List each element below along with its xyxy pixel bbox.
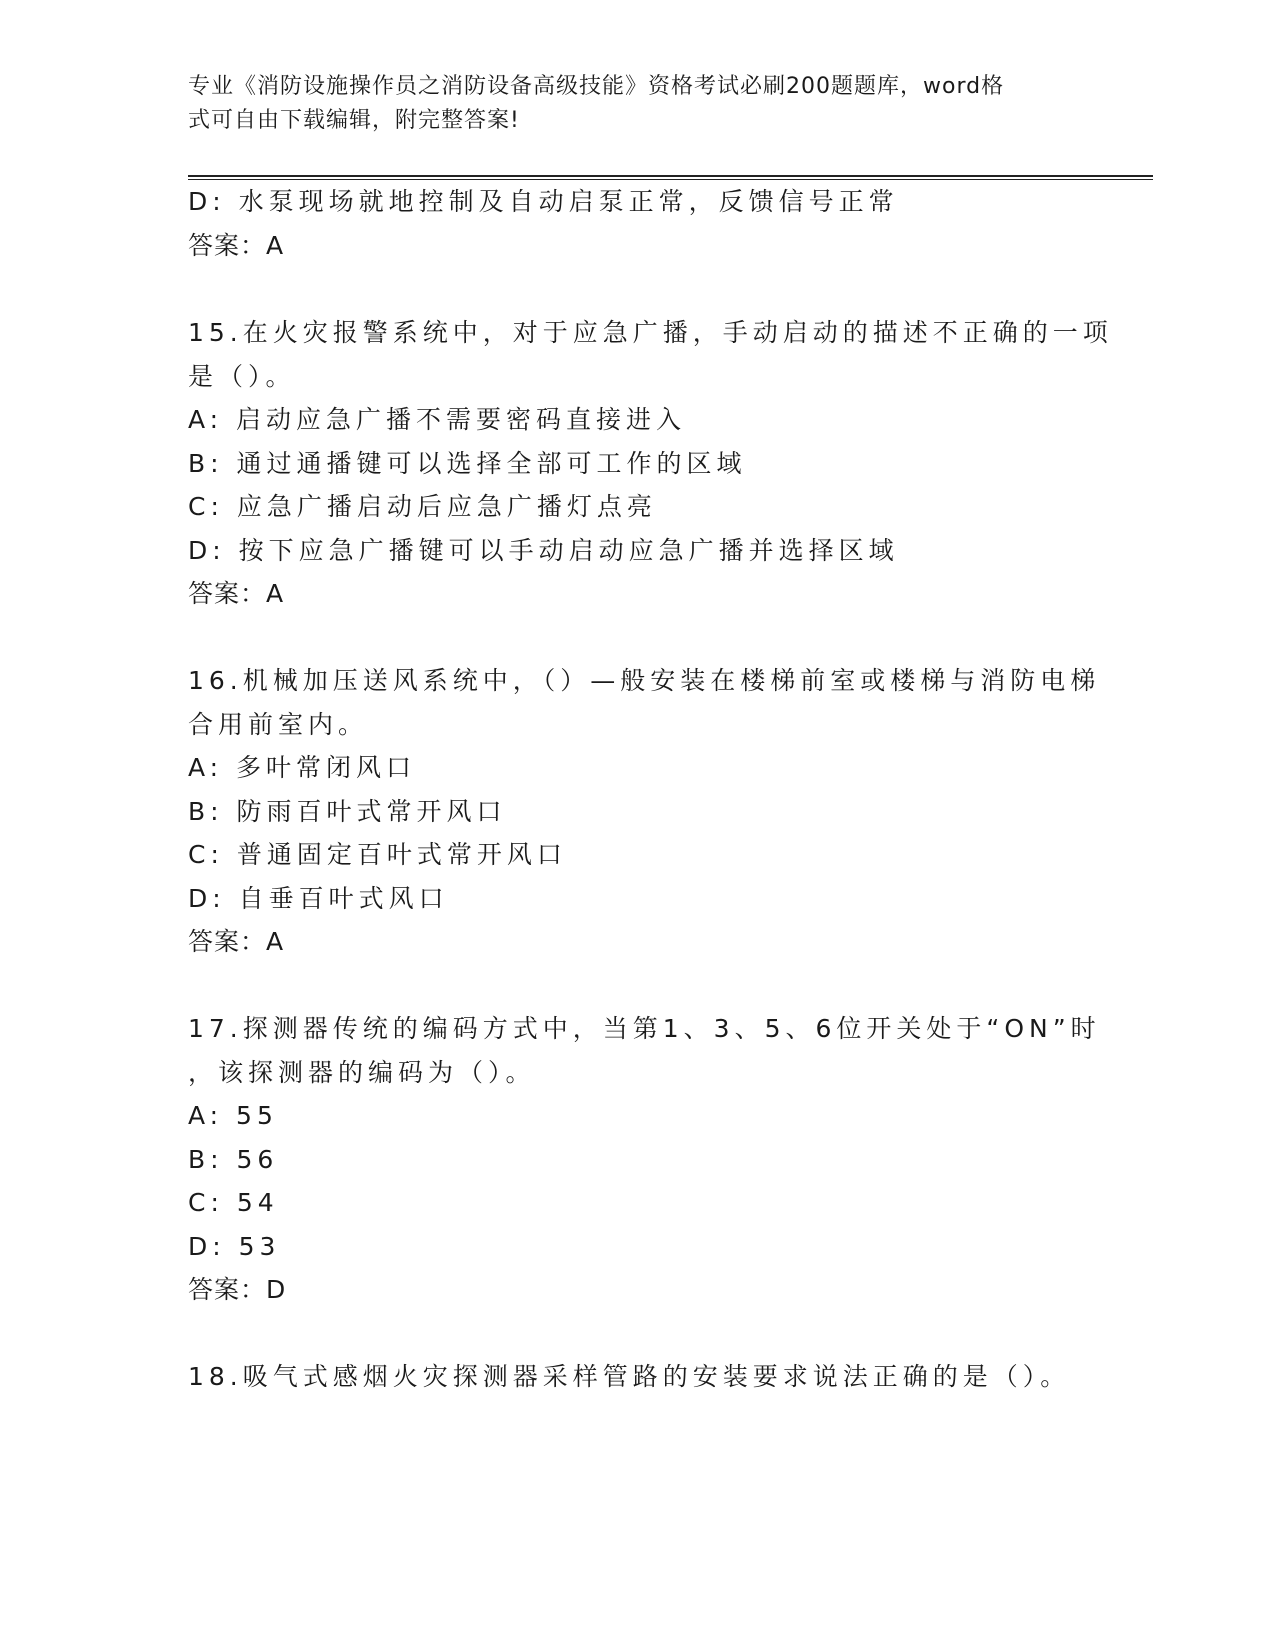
- page-header: [188, 70, 1068, 138]
- q17-option-c: C: 54: [188, 1188, 279, 1217]
- q15-stem-line-2: 是（）。: [188, 362, 296, 391]
- q16-answer: 答案：A: [188, 927, 285, 956]
- q15-option-d: D: 按下应急广播键可以手动启动应急广播并选择区域: [188, 536, 899, 565]
- q16-stem-line-2: 合用前室内。: [188, 710, 369, 739]
- header-divider: [188, 175, 1153, 180]
- q15-stem-line-1: 15.在火灾报警系统中，对于应急广播，手动启动的描述不正确的一项: [188, 318, 1113, 347]
- q17-option-a: A: 55: [188, 1101, 278, 1130]
- q15-option-a: A: 启动应急广播不需要密码直接进入: [188, 405, 687, 434]
- header-line-2: 式可自由下载编辑，附完整答案!: [188, 108, 520, 133]
- q15-option-b: B: 通过通播键可以选择全部可工作的区域: [188, 449, 747, 478]
- q17-stem-line-2: ，该探测器的编码为（）。: [188, 1058, 536, 1087]
- q16-stem-line-1: 16.机械加压送风系统中，（）—般安装在楼梯前室或楼梯与消防电梯: [188, 666, 1101, 695]
- q17-answer: 答案：D: [188, 1275, 287, 1304]
- q17-stem-line-1: 17.探测器传统的编码方式中，当第1、3、5、6位开关处于“ON”时: [188, 1014, 1101, 1043]
- q15-answer: 答案：A: [188, 579, 285, 608]
- q17-option-d: D: 53: [188, 1232, 281, 1261]
- q15-option-c: C: 应急广播启动后应急广播灯点亮: [188, 492, 657, 521]
- q17-option-b: B: 56: [188, 1145, 279, 1174]
- q18-stem-line-1: 18.吸气式感烟火灾探测器采样管路的安装要求说法正确的是（）。: [188, 1362, 1071, 1391]
- q14-answer: 答案：A: [188, 231, 285, 260]
- q14-option-d: D: 水泵现场就地控制及自动启泵正常，反馈信号正常: [188, 187, 899, 216]
- q16-option-d: D: 自垂百叶式风口: [188, 884, 449, 913]
- q16-option-c: C: 普通固定百叶式常开风口: [188, 840, 567, 869]
- q16-option-a: A: 多叶常闭风口: [188, 753, 417, 782]
- q16-option-b: B: 防雨百叶式常开风口: [188, 797, 507, 826]
- header-line-1: 专业《消防设施操作员之消防设备高级技能》资格考试必刷200题题库，word格: [188, 74, 1005, 99]
